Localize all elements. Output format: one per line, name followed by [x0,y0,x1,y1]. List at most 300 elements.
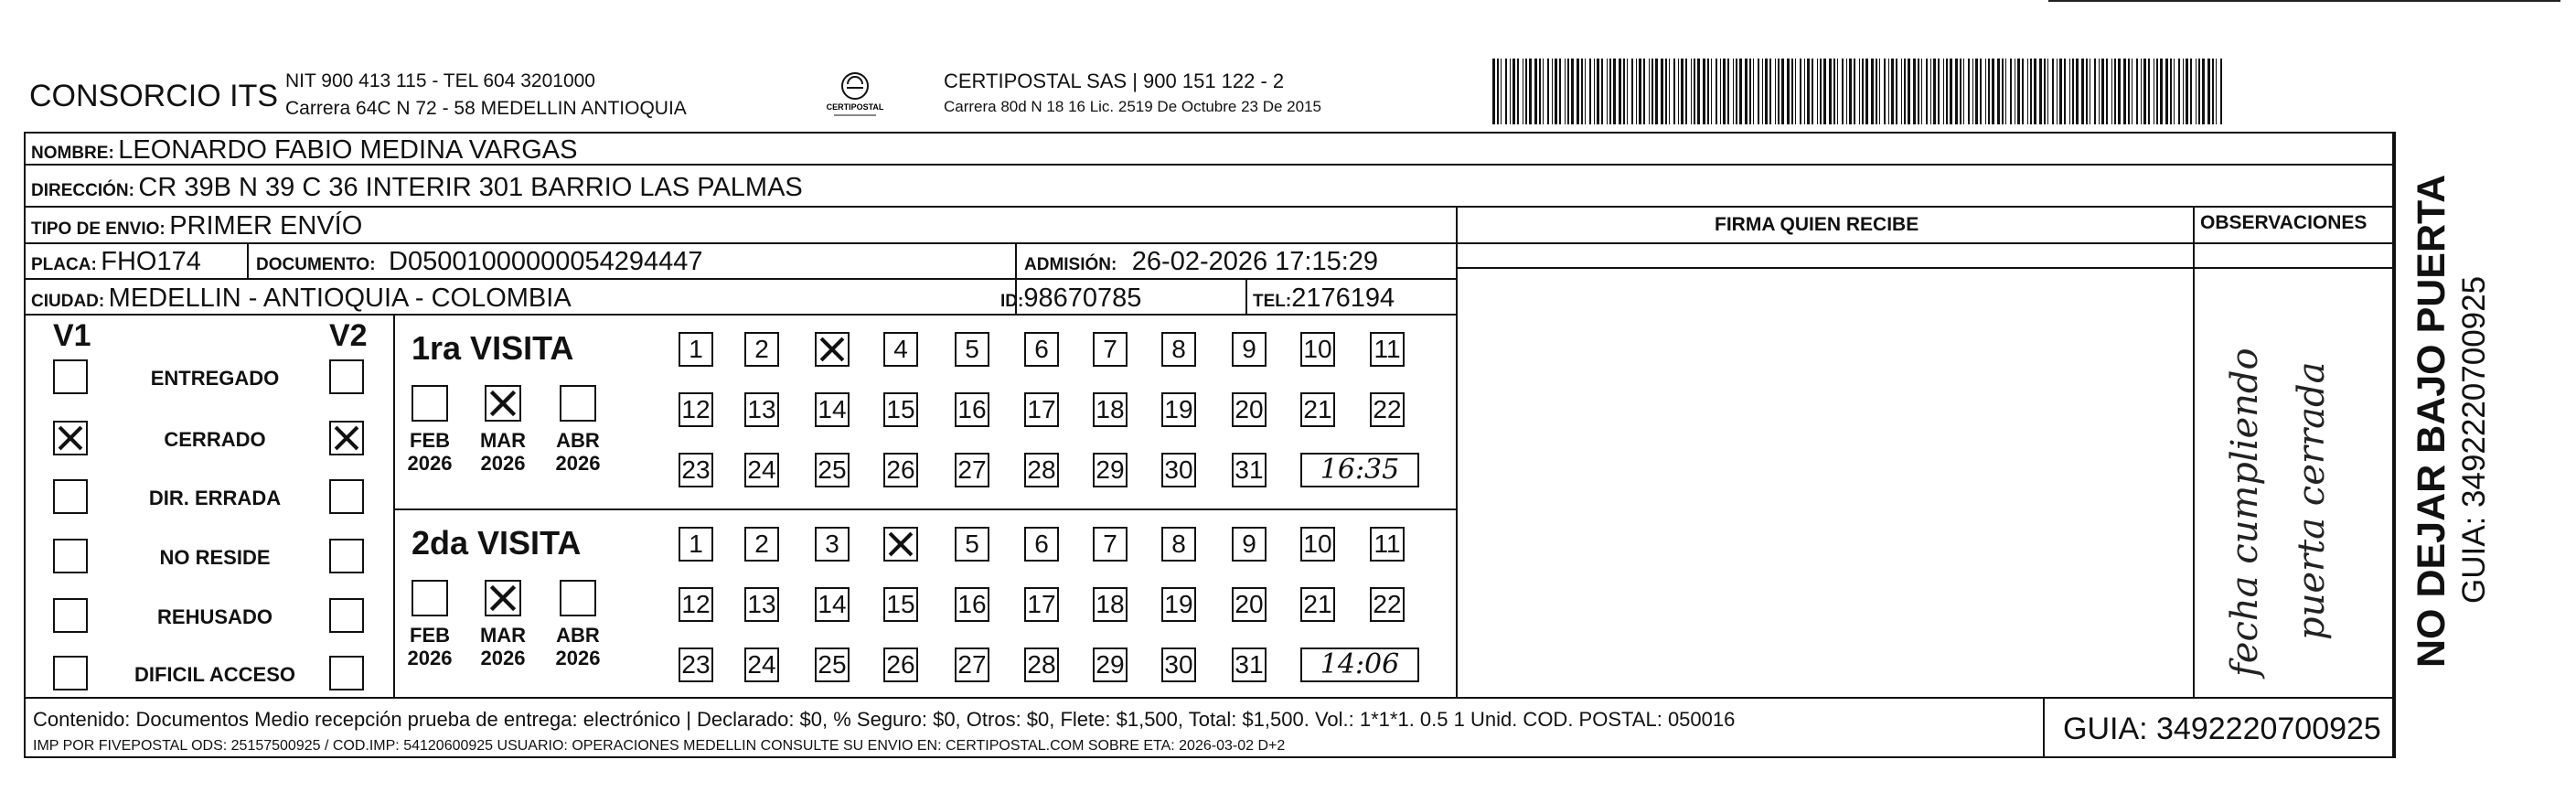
row-line [24,206,2394,208]
check-mark-icon [486,387,519,420]
footer-contenido: Contenido: Documentos Medio recepción prueba de entrega: electrónico | Declarado: $0, % Seguro: $0, Otros: $0, Flete: $1,500, Total: $1,500. Vol.: 1*1*1. 0.5 1 Unid. COD. POSTAL: 050016 [33,708,1736,731]
carrier-name: CERTIPOSTAL SAS | 900 151 122 - 2 [944,70,1285,92]
day-box-26[interactable]: 26 [883,648,918,682]
day-box-8[interactable]: 8 [1161,527,1196,562]
barcode-bar [2198,59,2200,124]
month-label [402,624,457,670]
barcode-bar [1960,59,1961,124]
barcode-bar [1955,59,1958,124]
v2-checkbox-5[interactable] [329,656,364,690]
row-line [24,314,1456,316]
month-year: 2026 [480,452,526,476]
barcode-bar [1497,59,1499,124]
barcode-bar [2034,59,2036,124]
ciudad-label: CIUDAD: [31,292,105,311]
status-option-label: CERRADO [164,428,266,451]
day-box-25[interactable]: 25 [815,648,850,682]
barcode-bar [2186,59,2188,124]
month-name: MAR [479,624,527,647]
barcode-bar [1823,59,1826,124]
day-box-8[interactable]: 8 [1161,332,1196,367]
day-box-5[interactable]: 5 [955,332,989,367]
barcode-bar [1817,59,1818,124]
placa-field [31,249,201,275]
day-box-2[interactable]: 2 [744,527,779,562]
nombre-value: LEONARDO FABIO MEDINA VARGAS [118,135,578,165]
barcode-bar [1795,59,1796,124]
day-box-19[interactable]: 19 [1161,392,1196,427]
day-box-19[interactable]: 19 [1161,587,1196,622]
barcode-bar [2005,59,2006,124]
day-box-30[interactable]: 30 [1161,648,1196,682]
placa-value: FHO174 [101,247,201,276]
day-box-15[interactable]: 15 [883,392,918,427]
barcode-bar [1972,59,1973,124]
barcode-bar [1904,59,1906,124]
day-box-11[interactable]: 11 [1370,332,1405,367]
barcode-bar [1727,59,1729,124]
v2-label: V2 [329,318,368,353]
barcode-bar [1871,59,1874,124]
barcode-bar [1555,59,1557,124]
barcode-bar [1765,59,1768,124]
barcode-bar [1594,59,1595,124]
barcode-bar [2072,59,2074,124]
tipo-envio-field [31,213,362,240]
barcode-bar [2190,59,2192,124]
barcode-bar [1968,59,1970,124]
barcode-bar [1778,59,1780,124]
tipo-envio-value: PRIMER ENVÍO [169,211,363,241]
month-checkbox[interactable] [485,385,521,422]
barcode-bar [2059,59,2062,124]
observation-note-1: fecha cumpliendo [2224,348,2266,677]
top-edge-line [2048,0,2560,2]
barcode-bar [1571,59,1574,124]
barcode-bar [2086,59,2088,124]
barcode-bar [1739,59,1742,124]
day-box-13[interactable]: 13 [744,587,779,622]
col-line [393,314,395,697]
barcode-bar [1800,59,1801,124]
barcode-bar [1547,59,1549,124]
month-label [476,624,530,670]
barcode-bar [1846,59,1847,124]
day-box-16[interactable]: 16 [955,392,989,427]
day-box-14[interactable]: 14 [815,392,850,427]
company-name: CONSORCIO ITS [29,79,279,113]
barcode-bar [2165,59,2168,124]
barcode-bar [1669,59,1670,124]
barcode-bar [1933,59,1936,124]
day-box-4[interactable] [883,527,918,562]
barcode-bar [2039,59,2042,124]
v1-checkbox-5[interactable] [53,656,88,690]
direccion-label: DIRECCIÓN: [31,181,134,200]
barcode-bar [1673,59,1675,124]
barcode-bar [1787,59,1790,124]
observaciones-header: OBSERVACIONES [2200,212,2368,233]
day-box-31[interactable]: 31 [1232,453,1267,487]
placa-label: PLACA: [31,255,97,274]
v1-checkbox-2[interactable] [53,479,88,514]
barcode-bar [1804,59,1805,124]
visit-title: 2da VISITA [412,524,582,562]
day-box-14[interactable]: 14 [815,587,850,622]
day-box-21[interactable]: 21 [1300,392,1335,427]
day-box-16[interactable]: 16 [955,587,989,622]
barcode-bar [1733,59,1734,124]
barcode-bar [1791,59,1793,124]
barcode-bar [1901,59,1902,124]
month-year: 2026 [407,647,453,670]
col-line [2193,206,2195,697]
barcode-bar [1997,59,2000,124]
check-mark-icon [55,423,86,454]
barcode-bar [1723,59,1726,124]
barcode-bar [1649,59,1650,124]
day-box-27[interactable]: 27 [955,648,989,682]
direccion-value: CR 39B N 39 C 36 INTERIR 301 BARRIO LAS PALMAS [138,173,803,202]
barcode-bar [1820,59,1822,124]
barcode-bar [2044,59,2046,124]
barcode-bar [1753,59,1754,124]
day-box-27[interactable]: 27 [955,453,989,487]
barcode-bar [1694,59,1695,124]
barcode [1492,59,2224,124]
barcode-bar [2212,59,2214,124]
barcode-bar [1567,59,1569,124]
barcode-bar [1842,59,1844,124]
delivery-form [24,132,2394,758]
nombre-field [31,137,577,164]
direccion-field [31,175,803,201]
month-checkbox[interactable] [560,385,596,422]
col-line [1456,206,1458,697]
barcode-bar [1517,59,1519,124]
day-box-6[interactable]: 6 [1024,332,1059,367]
check-mark-icon [331,423,362,454]
side-guia-number: GUIA: 3492220700925 [2456,275,2492,604]
barcode-bar [1501,59,1502,124]
day-box-11[interactable]: 11 [1370,527,1405,562]
barcode-bar [1631,59,1633,124]
v2-checkbox-3[interactable] [329,539,364,573]
barcode-bar [1988,59,1990,124]
day-box-15[interactable]: 15 [883,587,918,622]
barcode-bar [1681,59,1683,124]
barcode-bar [1539,59,1541,124]
day-box-31[interactable]: 31 [1232,648,1267,682]
barcode-bar [1703,59,1705,124]
day-box-4[interactable]: 4 [883,332,918,367]
month-label [402,429,457,476]
day-box-29[interactable]: 29 [1093,648,1128,682]
barcode-bar [1565,59,1566,124]
day-box-1[interactable]: 1 [679,527,713,562]
barcode-bar [1619,59,1621,124]
day-box-7[interactable]: 7 [1093,332,1128,367]
day-box-28[interactable]: 28 [1024,648,1059,682]
barcode-bar [2010,59,2012,124]
barcode-bar [1930,59,1931,124]
barcode-bar [1643,59,1645,124]
status-option-label: NO RESIDE [159,546,271,569]
barcode-bar [1609,59,1611,124]
ciudad-field [31,285,572,312]
month-checkbox[interactable] [412,385,448,422]
certipostal-logo [823,68,887,124]
barcode-bar [2220,59,2222,124]
day-box-29[interactable]: 29 [1093,453,1128,487]
month-label [550,624,605,670]
barcode-bar [1946,59,1948,124]
barcode-bar [2136,59,2138,124]
barcode-bar [2196,59,2197,124]
tel-field [1253,285,1395,312]
barcode-bar [1552,59,1553,124]
day-box-5[interactable]: 5 [955,527,989,562]
barcode-bar [2148,59,2150,124]
check-mark-icon [885,529,916,560]
barcode-bar [1891,59,1894,124]
day-box-3[interactable] [815,332,850,367]
barcode-bar [1975,59,1978,124]
barcode-bar [1529,59,1532,124]
barcode-bar [1665,59,1667,124]
barcode-bar [1775,59,1776,124]
barcode-bar [1963,59,1964,124]
visit-title: 1ra VISITA [412,329,574,367]
barcode-bar [1849,59,1852,124]
barcode-bar [1534,59,1537,124]
barcode-bar [1691,59,1692,124]
row-line [393,508,1456,510]
barcode-bar [1636,59,1637,124]
carrier-license: Carrera 80d N 18 16 Lic. 2519 De Octubre 23 De 2015 [944,98,1321,115]
barcode-bar [1879,59,1880,124]
barcode-bar [2111,59,2112,124]
barcode-bar [1685,59,1687,124]
day-box-25[interactable]: 25 [815,453,850,487]
day-box-26[interactable]: 26 [883,453,918,487]
barcode-bar [1896,59,1897,124]
barcode-bar [2052,59,2054,124]
day-box-23[interactable]: 23 [679,648,713,682]
barcode-bar [2178,59,2180,124]
barcode-bar [2030,59,2032,124]
barcode-bar [1607,59,1608,124]
day-box-24[interactable]: 24 [744,648,779,682]
barcode-bar [2099,59,2100,124]
barcode-bar [1884,59,1886,124]
check-mark-icon [486,582,519,615]
barcode-bar [1859,59,1860,124]
row-line [2193,267,2394,269]
day-box-9[interactable]: 9 [1232,332,1267,367]
row-line [2193,242,2394,244]
day-box-22[interactable]: 22 [1370,392,1405,427]
barcode-bar [2022,59,2024,124]
barcode-bar [1597,59,1599,124]
day-box-18[interactable]: 18 [1093,587,1128,622]
month-name: ABR [556,624,600,647]
check-mark-icon [817,334,848,365]
barcode-bar [2094,59,2096,124]
barcode-bar [1661,59,1663,124]
id-label: ID: [1000,292,1024,311]
v2-checkbox-0[interactable] [329,359,364,394]
barcode-bar [1862,59,1864,124]
barcode-bar [1876,59,1877,124]
month-name: ABR [556,429,600,452]
day-box-28[interactable]: 28 [1024,453,1059,487]
day-box-18[interactable]: 18 [1093,392,1128,427]
barcode-bar [2170,59,2172,124]
status-option-label: ENTREGADO [150,367,280,390]
col-line [247,242,249,278]
barcode-bar [2106,59,2108,124]
barcode-bar [2207,59,2210,124]
day-box-1[interactable]: 1 [679,332,713,367]
barcode-bar [1655,59,1658,124]
barcode-bar [2143,59,2146,124]
row-line [24,278,1456,280]
barcode-bar [1697,59,1700,124]
month-name: FEB [410,624,450,647]
barcode-bar [1627,59,1628,124]
barcode-bar [1829,59,1832,124]
day-box-7[interactable]: 7 [1093,527,1128,562]
status-option-label: REHUSADO [157,605,273,628]
id-field [1000,285,1141,312]
guia-number: GUIA: 3492220700925 [2063,712,2381,746]
no-dejar-bajo-puerta: NO DEJAR BAJO PUERTA [2410,174,2453,668]
col-line [1245,278,1247,314]
barcode-bar [1985,59,1986,124]
month-checkbox[interactable] [560,580,596,616]
barcode-bar [1938,59,1940,124]
barcode-bar [1807,59,1810,124]
barcode-bar [2202,59,2205,124]
month-name: FEB [410,429,450,452]
day-box-17[interactable]: 17 [1024,392,1059,427]
tel-value: 2176194 [1291,284,1395,313]
barcode-bar [1585,59,1586,124]
ciudad-value: MEDELLIN - ANTIOQUIA - COLOMBIA [108,284,572,313]
barcode-bar [1589,59,1591,124]
barcode-bar [1943,59,1944,124]
month-checkbox[interactable] [412,580,448,616]
barcode-bar [2101,59,2104,124]
day-box-13[interactable]: 13 [744,392,779,427]
barcode-bar [1992,59,1994,124]
barcode-bar [1921,59,1922,124]
id-value: 98670785 [1023,284,1142,313]
month-year: 2026 [555,452,601,476]
v2-checkbox-2[interactable] [329,479,364,514]
day-box-30[interactable]: 30 [1161,453,1196,487]
barcode-bar [1926,59,1928,124]
v1-checkbox-4[interactable] [53,598,88,633]
barcode-bar [1525,59,1527,124]
barcode-bar [1913,59,1916,124]
day-box-20[interactable]: 20 [1232,392,1267,427]
barcode-bar [1613,59,1616,124]
barcode-bar [1837,59,1838,124]
barcode-bar [1505,59,1507,124]
row-line [24,242,2394,244]
barcode-bar [1510,59,1511,124]
v2-checkbox-4[interactable] [329,598,364,633]
admision-field [1024,249,1378,275]
barcode-bar [2141,59,2142,124]
month-checkbox[interactable] [485,580,521,616]
tel-label: TEL: [1253,292,1292,311]
barcode-bar [1707,59,1709,124]
day-box-21[interactable]: 21 [1300,587,1335,622]
day-box-23[interactable]: 23 [679,453,713,487]
barcode-bar [1918,59,1919,124]
barcode-bar [1745,59,1748,124]
col-line [2043,697,2045,758]
barcode-bar [1639,59,1641,124]
barcode-bar [1908,59,1910,124]
barcode-bar [2114,59,2116,124]
barcode-bar [1749,59,1751,124]
barcode-bar [2069,59,2070,124]
barcode-bar [2216,59,2217,124]
month-year: 2026 [480,647,526,670]
barcode-bar [1736,59,1737,124]
visit-time-box[interactable]: 14:06 [1300,648,1419,682]
admision-label: ADMISIÓN: [1024,255,1117,274]
day-box-9[interactable]: 9 [1232,527,1267,562]
day-box-2[interactable]: 2 [744,332,779,367]
barcode-bar [1781,59,1784,124]
barcode-bar [2064,59,2066,124]
month-year: 2026 [407,452,453,476]
barcode-bar [2174,59,2175,124]
barcode-bar [2047,59,2048,124]
day-box-6[interactable]: 6 [1024,527,1059,562]
v1-checkbox-0[interactable] [53,359,88,394]
month-label [550,429,605,476]
barcode-bar [1577,59,1579,124]
barcode-bar [2183,59,2184,124]
visit-time-box[interactable]: 16:35 [1300,453,1419,487]
barcode-bar [1711,59,1712,124]
barcode-bar [1854,59,1855,124]
v2-checkbox-1[interactable] [329,421,364,455]
day-box-12[interactable]: 12 [679,587,713,622]
day-box-20[interactable]: 20 [1232,587,1267,622]
barcode-bar [2160,59,2163,124]
day-box-17[interactable]: 17 [1024,587,1059,622]
day-box-12[interactable]: 12 [679,392,713,427]
v1-checkbox-1[interactable] [53,421,88,455]
v1-checkbox-3[interactable] [53,539,88,573]
barcode-bar [1888,59,1889,124]
day-box-3[interactable]: 3 [815,527,850,562]
day-box-24[interactable]: 24 [744,453,779,487]
day-box-22[interactable]: 22 [1370,587,1405,622]
day-box-10[interactable]: 10 [1300,332,1335,367]
barcode-bar [1950,59,1952,124]
barcode-bar [1720,59,1721,124]
day-box-10[interactable]: 10 [1300,527,1335,562]
barcode-bar [2076,59,2079,124]
